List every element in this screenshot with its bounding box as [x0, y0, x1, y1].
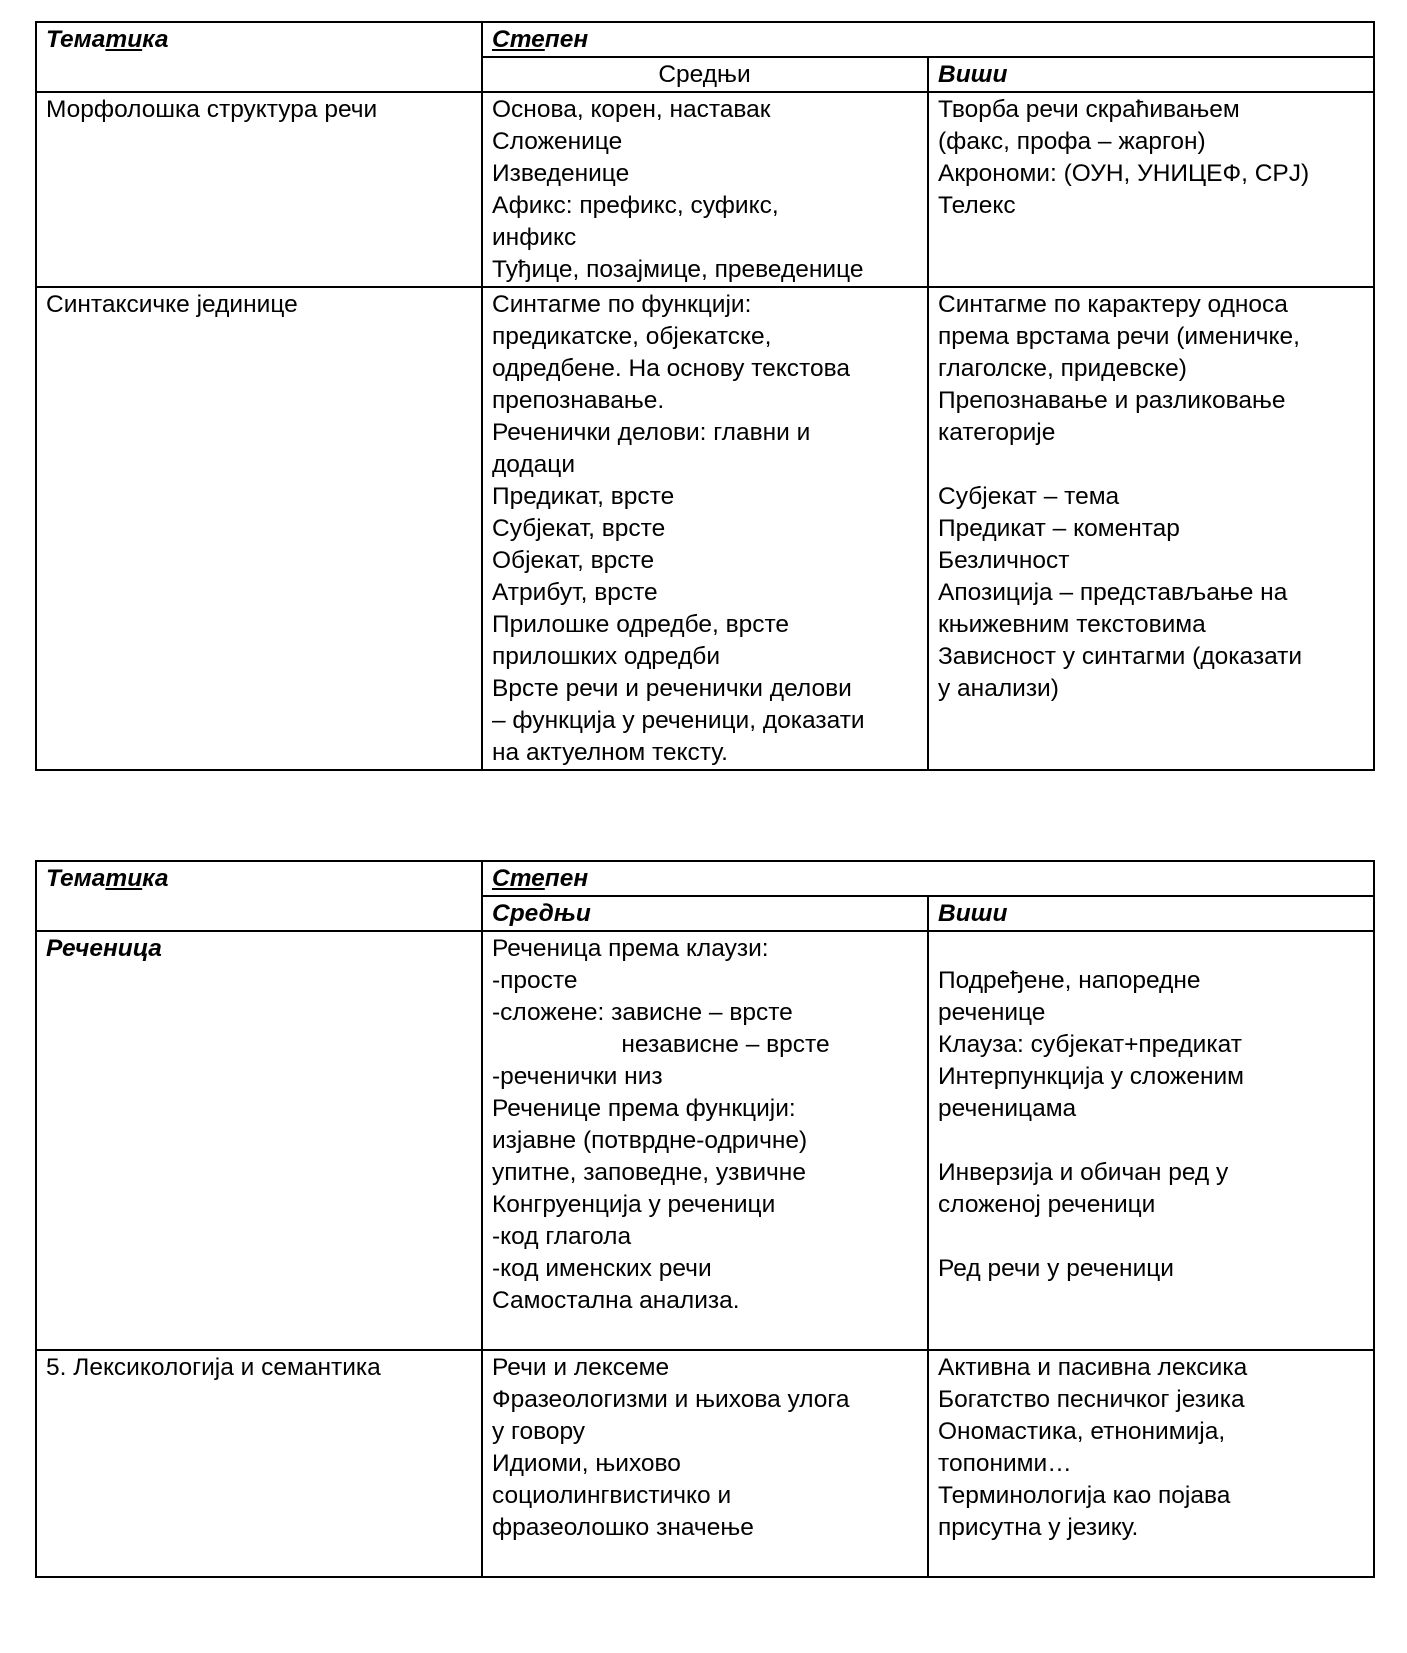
row-higher: Синтагме по карактеру односа према врстама речи (именичке, глаголске, придевске) Препознавање и разликовање категорије Субјекат – тема Предикат – коментар Безличност Апозиција – представљање на књижевним текстовима Зависност у синтагми (доказати у анализи)	[928, 287, 1374, 770]
table-row	[36, 287, 1374, 770]
row-higher: Активна и пасивна лексика Богатство песничког језика Ономастика, етнонимија, топоними… Терминологија као појава присутна у језику.	[928, 1350, 1374, 1577]
header-topic: Тематика	[36, 861, 482, 931]
row-middle: Речи и лексеме Фразеологизми и њихова улога у говору Идиоми, њихово социолингвистичко и фразеолошко значење	[482, 1350, 928, 1577]
curriculum-table-1	[35, 21, 1375, 771]
header-topic: Тематика	[36, 22, 482, 92]
table-header-row	[36, 22, 1374, 57]
row-middle: Синтагме по функцији: предикатске, објекатске, одредбене. На основу текстова препознавање. Реченички делови: главни и додаци Предикат, врсте Субјекат, врсте Објекат, врсте Атрибут, врсте Прилошке одредбе, врсте прилошких одредби Врсте речи и реченички делови – функција у реченици, доказати на актуелном тексту.	[482, 287, 928, 770]
table-row	[36, 92, 1374, 287]
row-higher: Подређене, напоредне реченице Клауза: субјекат+предикат Интерпункција у сложеним реченицама Инверзија и обичан ред у сложеној реченици Ред речи у реченици	[928, 931, 1374, 1350]
curriculum-table-2	[35, 860, 1375, 1578]
row-middle: Основа, корен, наставак Сложенице Изведенице Афикс: префикс, суфикс, инфикс Туђице, позајмице, преведенице	[482, 92, 928, 287]
row-higher: Творба речи скраћивањем (факс, профа – жаргон) Акрономи: (ОУН, УНИЦЕФ, СРЈ) Телекс	[928, 92, 1374, 287]
row-topic: 5. Лексикологија и семантика	[36, 1350, 482, 1577]
header-level: Степен	[482, 22, 1374, 57]
header-middle: Средњи	[482, 896, 928, 931]
header-higher: Виши	[928, 57, 1374, 92]
table-row	[36, 931, 1374, 1350]
header-middle: Средњи	[482, 57, 928, 92]
row-middle: Реченица према клаузи: -просте -сложене: зависне – врсте независне – врсте -реченички низ Реченице према функцији: изјавне (потврдне-одричне) упитне, заповедне, узвичне Конгруенција у реченици -код глагола -код именских речи Самостална анализа.	[482, 931, 928, 1350]
table-row	[36, 1350, 1374, 1577]
row-topic: Реченица	[36, 931, 482, 1350]
table-header-row	[36, 861, 1374, 896]
header-higher: Виши	[928, 896, 1374, 931]
row-topic: Синтаксичке јединице	[36, 287, 482, 770]
header-level: Степен	[482, 861, 1374, 896]
row-topic: Морфолошка структура речи	[36, 92, 482, 287]
